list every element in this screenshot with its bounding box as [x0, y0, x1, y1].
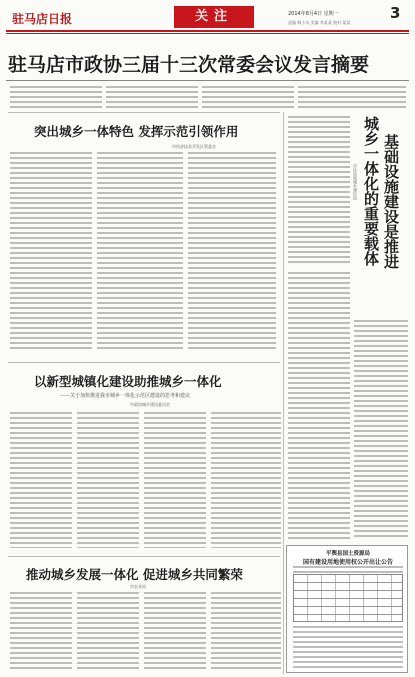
newspaper-logo: 驻马店日报 [12, 12, 73, 26]
notice-body [293, 566, 403, 573]
masthead-rule-thin [6, 33, 409, 34]
article-body [10, 412, 72, 548]
article-byline: 市经济技术开发区管委会 [172, 144, 216, 149]
article-byline: 市农业局 [130, 584, 146, 589]
article-title: 推动城乡发展一体化 促进城乡共同繁荣 [26, 567, 243, 582]
notice-table [293, 574, 403, 622]
article-body [10, 592, 72, 672]
article-body [10, 152, 92, 352]
divider [8, 362, 280, 363]
intro-text-block [106, 86, 198, 108]
article-body [354, 320, 408, 540]
article-body [188, 152, 276, 352]
land-notice [286, 545, 408, 673]
article-body [77, 592, 139, 672]
article-title-vertical: 基础设施建设是推进 [382, 134, 400, 269]
page-headline: 驻马店市政协三届十三次常委会议发言摘要 [8, 54, 370, 76]
divider [8, 556, 280, 557]
column-divider [283, 112, 284, 674]
article-title-vertical: 城乡一体化的重要载体 [362, 116, 380, 266]
divider [8, 112, 280, 113]
article-body [144, 412, 206, 548]
article-subtitle: ——关于加快推进我市城乡一体化示范区建设的思考和建议 [60, 393, 191, 399]
intro-text-block [10, 86, 102, 108]
notice-org: 平舆县国土资源局 [325, 551, 370, 557]
article-body [288, 272, 350, 540]
page-number: 3 [390, 4, 401, 22]
article-body [211, 592, 281, 672]
intro-text-block [298, 86, 406, 108]
article-title: 以新型城镇化建设助推城乡一体化 [34, 374, 222, 389]
section-tag: 关注 [174, 6, 254, 28]
issue-date: 2014年8月4日 星期一 [288, 11, 339, 17]
intro-text-block [202, 86, 294, 108]
article-body [77, 412, 139, 548]
masthead [6, 4, 409, 48]
article-byline: 市住房和城乡建设局 [353, 164, 358, 200]
article-title: 突出城乡一体特色 发挥示范引领作用 [34, 124, 239, 139]
article-body [211, 412, 281, 548]
masthead-rule [6, 30, 409, 32]
article-byline: 市政协城乡建设委员会 [130, 402, 170, 407]
notice-body [293, 626, 403, 670]
editors-line: 责编 韩小凤 美编 李某某 校对 某某 [288, 20, 351, 25]
article-body [288, 116, 350, 266]
notice-title: 国有建设用地使用权公开出让公告 [302, 559, 393, 566]
headline-rule [6, 80, 409, 81]
article-body [97, 152, 183, 352]
article-body [144, 592, 206, 672]
